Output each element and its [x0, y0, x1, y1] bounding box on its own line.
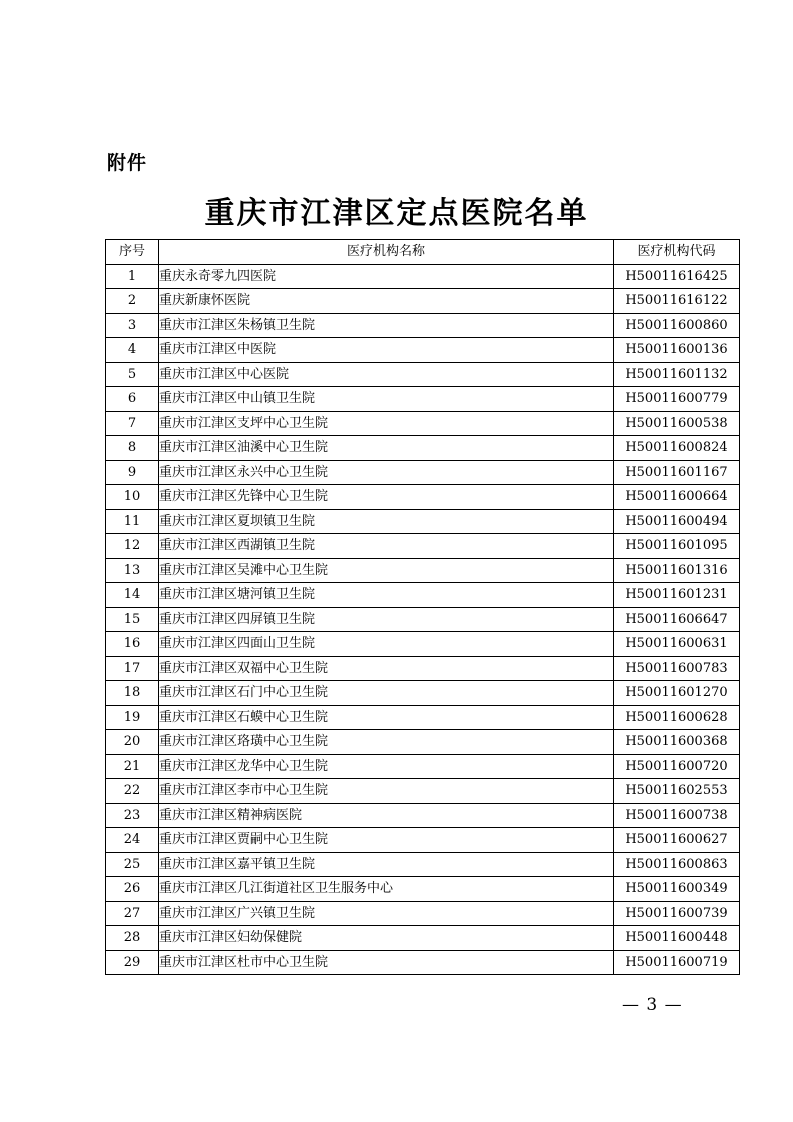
- table-row: [106, 509, 740, 534]
- table-header-row: [106, 240, 740, 265]
- row-institution-code: H50011600349: [614, 877, 740, 902]
- row-institution-name: 重庆市江津区石门中心卫生院: [159, 681, 614, 706]
- table-row: [106, 436, 740, 461]
- page-title: 重庆市江津区定点医院名单: [204, 196, 589, 231]
- row-serial-number: 29: [106, 950, 159, 975]
- row-institution-name: 重庆市江津区中山镇卫生院: [159, 387, 614, 412]
- table-row: [106, 558, 740, 583]
- table-row: [106, 779, 740, 804]
- row-institution-code: H50011600368: [614, 730, 740, 755]
- table-row: [106, 901, 740, 926]
- row-institution-name: 重庆市江津区夏坝镇卫生院: [159, 509, 614, 534]
- row-institution-name: 重庆市江津区吴滩中心卫生院: [159, 558, 614, 583]
- table-row: [106, 338, 740, 363]
- row-serial-number: 23: [106, 803, 159, 828]
- row-serial-number: 9: [106, 460, 159, 485]
- row-institution-name: 重庆市江津区贾嗣中心卫生院: [159, 828, 614, 853]
- table-row: [106, 460, 740, 485]
- table-row: [106, 681, 740, 706]
- table-row: [106, 387, 740, 412]
- row-institution-name: 重庆市江津区广兴镇卫生院: [159, 901, 614, 926]
- row-serial-number: 6: [106, 387, 159, 412]
- row-institution-name: 重庆市江津区杜市中心卫生院: [159, 950, 614, 975]
- row-institution-code: H50011600627: [614, 828, 740, 853]
- row-institution-name: 重庆市江津区塘河镇卫生院: [159, 583, 614, 608]
- table-row: [106, 926, 740, 951]
- row-institution-code: H50011600720: [614, 754, 740, 779]
- table-row: [106, 485, 740, 510]
- row-serial-number: 4: [106, 338, 159, 363]
- row-serial-number: 22: [106, 779, 159, 804]
- row-institution-name: 重庆市江津区中医院: [159, 338, 614, 363]
- row-institution-code: H50011601167: [614, 460, 740, 485]
- row-institution-name: 重庆市江津区四面山卫生院: [159, 632, 614, 657]
- row-institution-code: H50011600863: [614, 852, 740, 877]
- row-institution-name: 重庆市江津区李市中心卫生院: [159, 779, 614, 804]
- row-institution-code: H50011601231: [614, 583, 740, 608]
- row-institution-name: 重庆市江津区石蟆中心卫生院: [159, 705, 614, 730]
- row-institution-code: H50011601132: [614, 362, 740, 387]
- row-institution-code: H50011602553: [614, 779, 740, 804]
- row-serial-number: 25: [106, 852, 159, 877]
- table-row: [106, 656, 740, 681]
- table-row: [106, 705, 740, 730]
- row-institution-code: H50011600738: [614, 803, 740, 828]
- row-serial-number: 2: [106, 289, 159, 314]
- row-institution-code: H50011616425: [614, 264, 740, 289]
- row-serial-number: 17: [106, 656, 159, 681]
- row-serial-number: 19: [106, 705, 159, 730]
- page-number: — 3 —: [622, 995, 683, 1015]
- row-institution-name: 重庆市江津区嘉平镇卫生院: [159, 852, 614, 877]
- row-institution-name: 重庆市江津区珞璜中心卫生院: [159, 730, 614, 755]
- row-institution-code: H50011600860: [614, 313, 740, 338]
- row-serial-number: 11: [106, 509, 159, 534]
- row-institution-code: H50011600739: [614, 901, 740, 926]
- row-institution-name: 重庆市江津区先锋中心卫生院: [159, 485, 614, 510]
- table-row: [106, 877, 740, 902]
- row-serial-number: 26: [106, 877, 159, 902]
- table-row: [106, 362, 740, 387]
- row-institution-code: H50011606647: [614, 607, 740, 632]
- table-row: [106, 583, 740, 608]
- table-body: [106, 264, 740, 975]
- table-row: [106, 289, 740, 314]
- table-row: [106, 803, 740, 828]
- row-institution-name: 重庆新康怀医院: [159, 289, 614, 314]
- row-serial-number: 12: [106, 534, 159, 559]
- row-institution-name: 重庆市江津区朱杨镇卫生院: [159, 313, 614, 338]
- table-row: [106, 950, 740, 975]
- row-serial-number: 8: [106, 436, 159, 461]
- row-institution-name: 重庆市江津区龙华中心卫生院: [159, 754, 614, 779]
- row-institution-code: H50011600824: [614, 436, 740, 461]
- table-row: [106, 632, 740, 657]
- row-institution-code: H50011600136: [614, 338, 740, 363]
- row-institution-name: 重庆市江津区中心医院: [159, 362, 614, 387]
- header-institution-code: 医疗机构代码: [614, 240, 740, 265]
- row-institution-code: H50011600448: [614, 926, 740, 951]
- row-serial-number: 7: [106, 411, 159, 436]
- row-serial-number: 16: [106, 632, 159, 657]
- table-row: [106, 534, 740, 559]
- row-institution-name: 重庆市江津区精神病医院: [159, 803, 614, 828]
- attachment-label: 附件: [107, 152, 148, 174]
- row-institution-name: 重庆市江津区西湖镇卫生院: [159, 534, 614, 559]
- table-row: [106, 264, 740, 289]
- row-serial-number: 20: [106, 730, 159, 755]
- table-row: [106, 852, 740, 877]
- row-serial-number: 27: [106, 901, 159, 926]
- row-institution-name: 重庆市江津区油溪中心卫生院: [159, 436, 614, 461]
- table-row: [106, 754, 740, 779]
- row-serial-number: 18: [106, 681, 159, 706]
- row-institution-name: 重庆市江津区双福中心卫生院: [159, 656, 614, 681]
- row-institution-name: 重庆市江津区四屏镇卫生院: [159, 607, 614, 632]
- row-institution-code: H50011600628: [614, 705, 740, 730]
- row-institution-name: 重庆永奇零九四医院: [159, 264, 614, 289]
- table-row: [106, 313, 740, 338]
- row-serial-number: 3: [106, 313, 159, 338]
- row-institution-code: H50011616122: [614, 289, 740, 314]
- row-institution-code: H50011600631: [614, 632, 740, 657]
- hospital-table: [105, 239, 740, 975]
- row-institution-code: H50011600664: [614, 485, 740, 510]
- row-institution-code: H50011600783: [614, 656, 740, 681]
- row-institution-name: 重庆市江津区妇幼保健院: [159, 926, 614, 951]
- row-serial-number: 13: [106, 558, 159, 583]
- row-serial-number: 24: [106, 828, 159, 853]
- header-institution-name: 医疗机构名称: [159, 240, 614, 265]
- row-institution-code: H50011600538: [614, 411, 740, 436]
- row-institution-code: H50011600779: [614, 387, 740, 412]
- row-serial-number: 1: [106, 264, 159, 289]
- row-serial-number: 10: [106, 485, 159, 510]
- table-row: [106, 730, 740, 755]
- row-serial-number: 28: [106, 926, 159, 951]
- row-institution-code: H50011600719: [614, 950, 740, 975]
- row-institution-name: 重庆市江津区几江街道社区卫生服务中心: [159, 877, 614, 902]
- row-serial-number: 14: [106, 583, 159, 608]
- row-serial-number: 21: [106, 754, 159, 779]
- row-institution-code: H50011601095: [614, 534, 740, 559]
- row-institution-code: H50011600494: [614, 509, 740, 534]
- header-serial-number: 序号: [106, 240, 159, 265]
- row-institution-name: 重庆市江津区永兴中心卫生院: [159, 460, 614, 485]
- row-serial-number: 15: [106, 607, 159, 632]
- row-serial-number: 5: [106, 362, 159, 387]
- table-row: [106, 411, 740, 436]
- table-row: [106, 607, 740, 632]
- row-institution-code: H50011601316: [614, 558, 740, 583]
- row-institution-name: 重庆市江津区支坪中心卫生院: [159, 411, 614, 436]
- row-institution-code: H50011601270: [614, 681, 740, 706]
- table-row: [106, 828, 740, 853]
